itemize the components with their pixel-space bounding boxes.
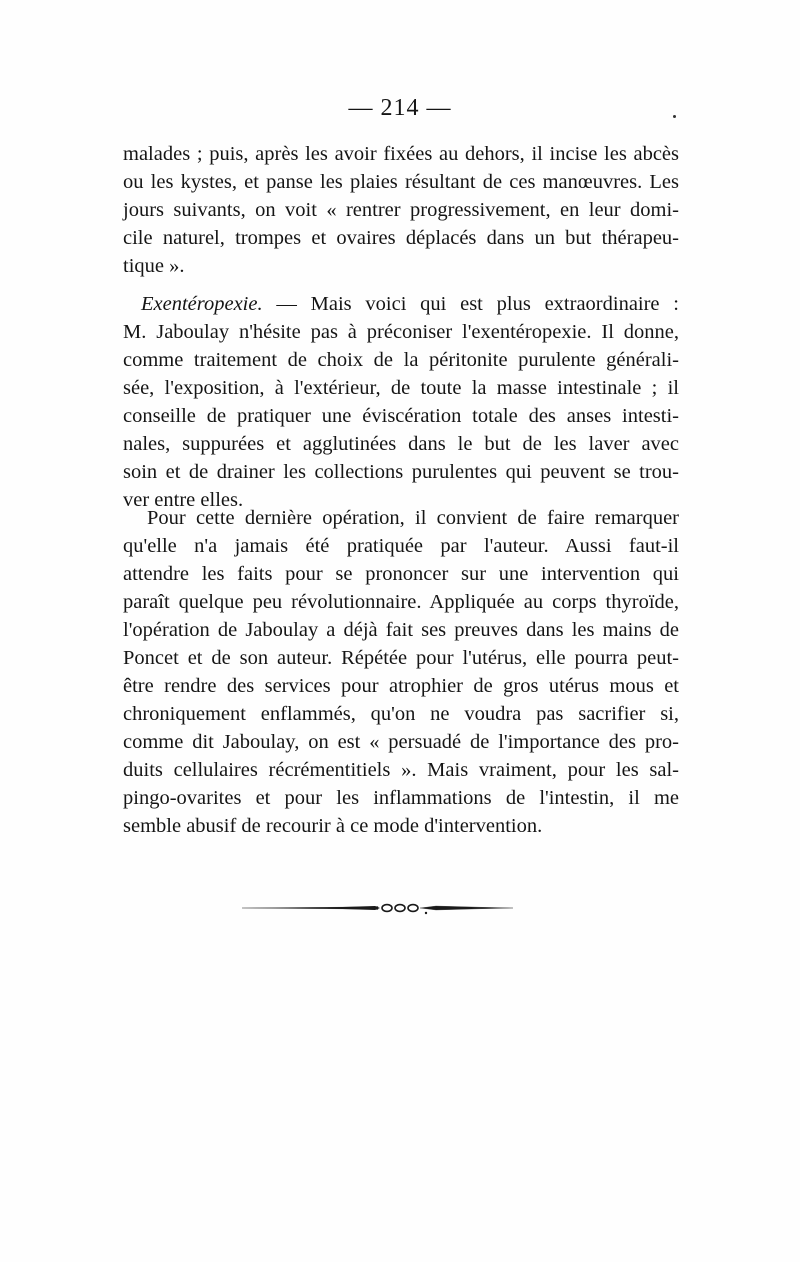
paragraph-line: M. Jaboulay n'hésite pas à préconiser l'exentéropexie. Il donne, xyxy=(123,321,679,343)
paragraph-line: malades ; puis, après les avoir fixées au dehors, il incise les abcès xyxy=(123,143,679,165)
section-heading: Exentéropexie. xyxy=(141,293,263,315)
paragraph-line: cile naturel, trompes et ovaires déplacés dans un but thérapeu- xyxy=(123,227,679,249)
paragraph-3 xyxy=(123,504,679,840)
paragraph-line: soin et de drainer les collections purulentes qui peuvent se trou- xyxy=(123,461,679,483)
paragraph-line: conseille de pratiquer une éviscération totale des anses intesti- xyxy=(123,405,679,427)
paragraph-line: nales, suppurées et agglutinées dans le but de les laver avec xyxy=(123,433,679,455)
paragraph-line: Poncet et de son auteur. Répétée pour l'utérus, elle pourra peut- xyxy=(123,647,679,669)
paragraph-line: duits cellulaires récrémentitiels ». Mais vraiment, pour les sal- xyxy=(123,759,679,781)
print-speck xyxy=(673,115,676,118)
paragraph-line: comme dit Jaboulay, on est « persuadé de l'importance des pro- xyxy=(123,731,679,753)
paragraph-line: ver entre elles. xyxy=(123,489,244,511)
paragraph-first-line xyxy=(123,290,679,318)
paragraph-line: qu'elle n'a jamais été pratiquée par l'auteur. Aussi faut-il xyxy=(123,535,679,557)
paragraph-line: sée, l'exposition, à l'extérieur, de toute la masse intestinale ; il xyxy=(123,377,679,399)
page-number: — 214 — xyxy=(348,95,452,121)
paragraph-line: ou les kystes, et panse les plaies résultant de ces manœuvres. Les xyxy=(123,171,679,193)
paragraph-line: attendre les faits pour se prononcer sur une intervention qui xyxy=(123,563,679,585)
paragraph-line: tique ». xyxy=(123,255,185,277)
paragraph-line: jours suivants, on voit « rentrer progressivement, en leur domi- xyxy=(123,199,679,221)
paragraph-line: semble abusif de recourir à ce mode d'intervention. xyxy=(123,815,543,837)
paragraph-1 xyxy=(123,140,679,280)
paragraph-line-tail: — Mais voici qui est plus extraordinaire : xyxy=(262,293,679,315)
paragraph-line: chroniquement enflammés, qu'on ne voudra pas sacrifier si, xyxy=(123,703,679,725)
paragraph-line: comme traitement de choix de la péritonite purulente générali- xyxy=(123,349,679,371)
end-ornament-rule xyxy=(240,898,515,918)
paragraph-line: paraît quelque peu révolutionnaire. Appliquée au corps thyroïde, xyxy=(123,591,679,613)
paragraph-line: Pour cette dernière opération, il convient de faire remarquer xyxy=(147,507,679,529)
paragraph-line: être rendre des services pour atrophier de gros utérus mous et xyxy=(123,675,679,697)
paragraph-line: pingo-ovarites et pour les inflammations de l'intestin, il me xyxy=(123,787,679,809)
paragraph-line: l'opération de Jaboulay a déjà fait ses preuves dans les mains de xyxy=(123,619,679,641)
paragraph-2 xyxy=(123,290,679,514)
